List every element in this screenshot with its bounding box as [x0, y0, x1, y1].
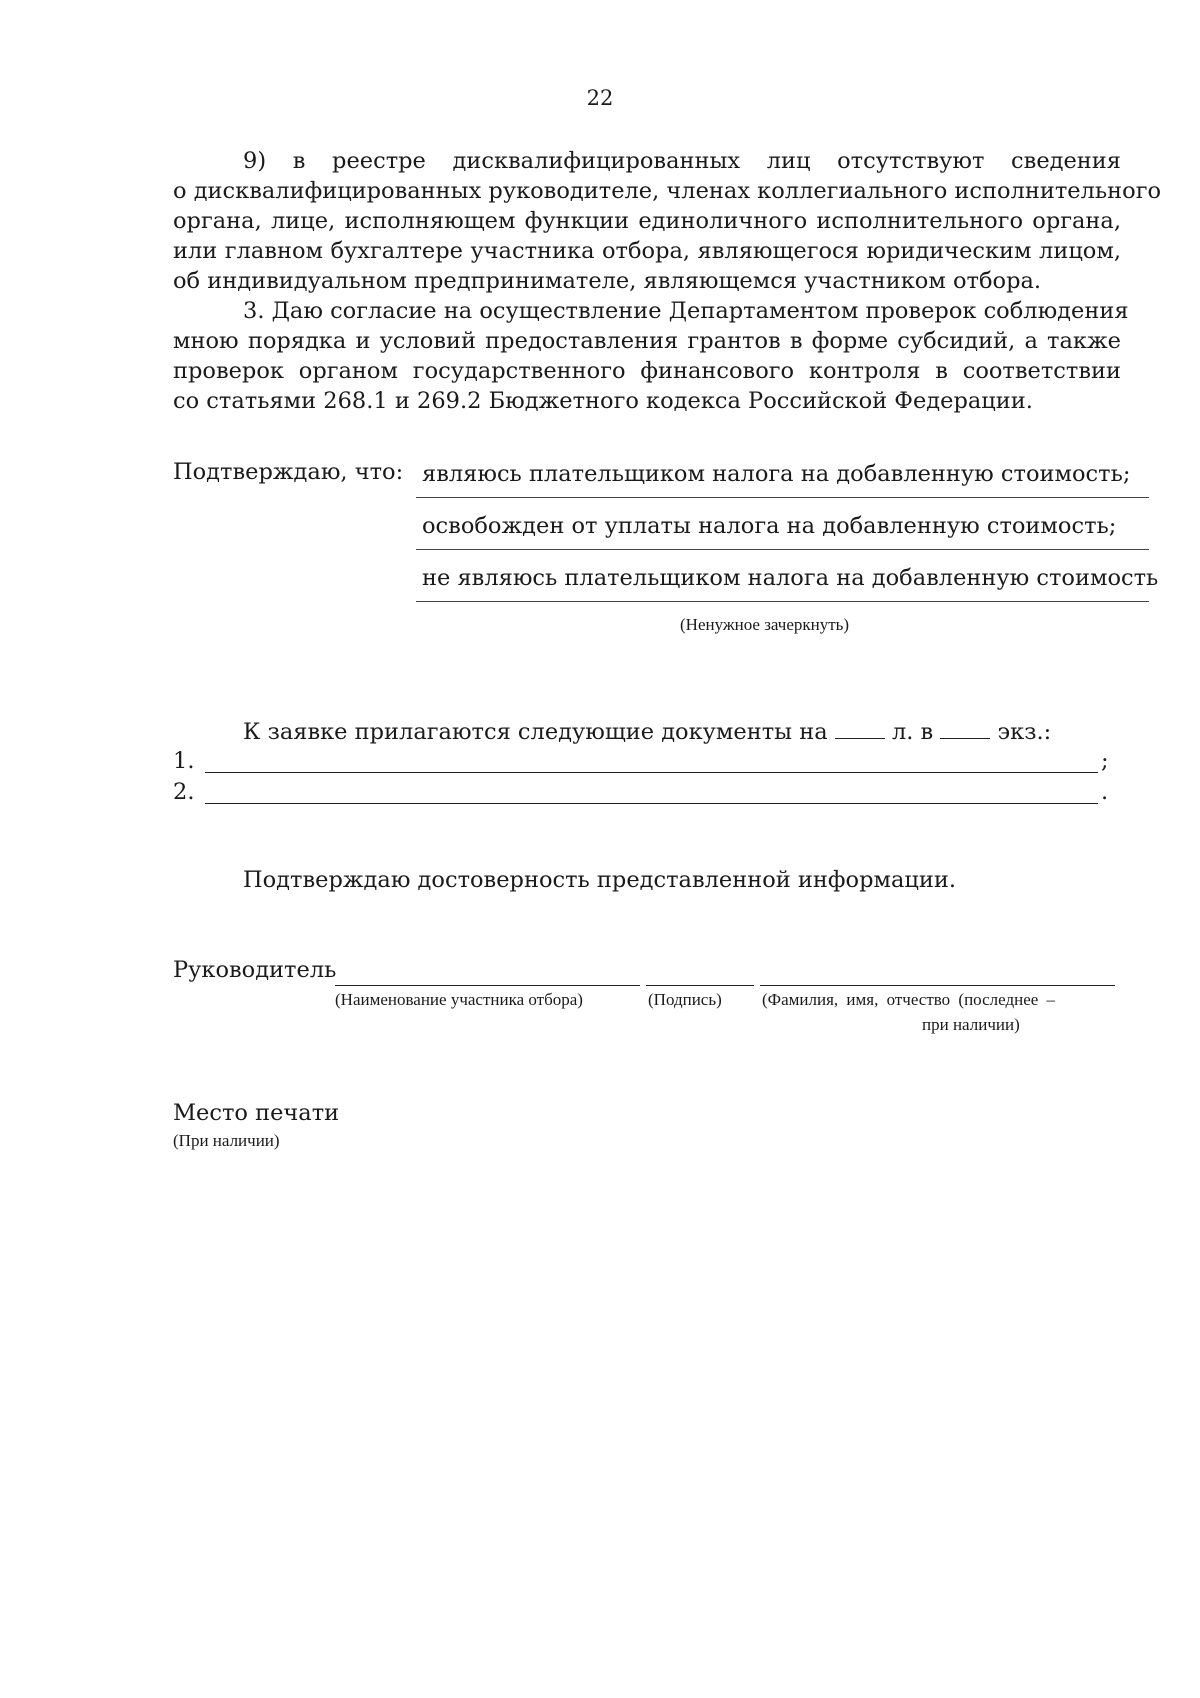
stamp-caption: (При наличии)	[173, 1131, 280, 1150]
vat-option-divider	[416, 601, 1149, 602]
signature-field[interactable]	[646, 964, 754, 986]
section-9-line: или главном бухгалтере участника отбора, являющегося юридическим лицом,	[173, 238, 1121, 264]
attachments-intro-suffix: экз.:	[997, 719, 1052, 745]
signature-caption: (Подпись)	[648, 990, 722, 1009]
section-3-line: 3. Даю согласие на осуществление Департаментом проверок соблюдения	[243, 298, 1129, 324]
signature-label: Руководитель	[173, 957, 337, 983]
attachments-intro	[243, 718, 1051, 745]
vat-option-not-payer[interactable]: не являюсь плательщиком налога на добавленную стоимость	[422, 565, 1159, 591]
attachment-item-number: 1.	[173, 748, 195, 774]
copies-count-field[interactable]	[940, 718, 990, 739]
full-name-caption: (Фамилия, имя, отчество (последнее –	[762, 990, 1056, 1009]
section-3-line: проверок органом государственного финансового контроля в соответствии	[173, 358, 1121, 384]
section-9-line: об индивидуальном предпринимателе, являющемся участником отбора.	[173, 268, 1042, 294]
attachment-item-field[interactable]	[205, 783, 1098, 804]
vat-option-divider	[416, 497, 1149, 498]
section-9-line: органа, лице, исполняющем функции единоличного исполнительного органа,	[173, 208, 1121, 234]
participant-name-caption: (Наименование участника отбора)	[335, 990, 583, 1009]
vat-confirm-label: Подтверждаю, что:	[173, 459, 404, 485]
attachment-item-field[interactable]	[205, 752, 1098, 773]
full-name-caption-continued: при наличии)	[922, 1015, 1020, 1034]
strike-out-note: (Ненужное зачеркнуть)	[680, 615, 850, 634]
attachment-item-number: 2.	[173, 779, 195, 805]
section-9-line: 9) в реестре дисквалифицированных лиц отсутствуют сведения	[243, 148, 1121, 174]
vat-option-exempt[interactable]: освобожден от уплаты налога на добавленную стоимость;	[422, 513, 1117, 539]
attachments-intro-middle: л. в	[891, 719, 934, 745]
participant-name-field[interactable]	[335, 964, 640, 986]
vat-option-payer[interactable]: являюсь плательщиком налога на добавленную стоимость;	[422, 461, 1131, 487]
section-3-line: мною порядка и условий предоставления грантов в форме субсидий, а также	[173, 328, 1121, 354]
section-9-line: о дисквалифицированных руководителе, членах коллегиального исполнительного	[173, 178, 1162, 204]
vat-option-divider	[416, 549, 1149, 550]
pages-count-field[interactable]	[835, 718, 885, 739]
attachments-intro-prefix: К заявке прилагаются следующие документы на	[243, 719, 828, 745]
page-number: 22	[586, 86, 614, 110]
attachment-item-end: .	[1101, 779, 1109, 805]
attachment-item-end: ;	[1101, 748, 1109, 774]
confirm-statement: Подтверждаю достоверность представленной информации.	[243, 867, 957, 893]
stamp-label: Место печати	[173, 1100, 340, 1126]
full-name-field[interactable]	[760, 964, 1115, 986]
section-3-line: со статьями 268.1 и 269.2 Бюджетного кодекса Российской Федерации.	[173, 388, 1033, 414]
